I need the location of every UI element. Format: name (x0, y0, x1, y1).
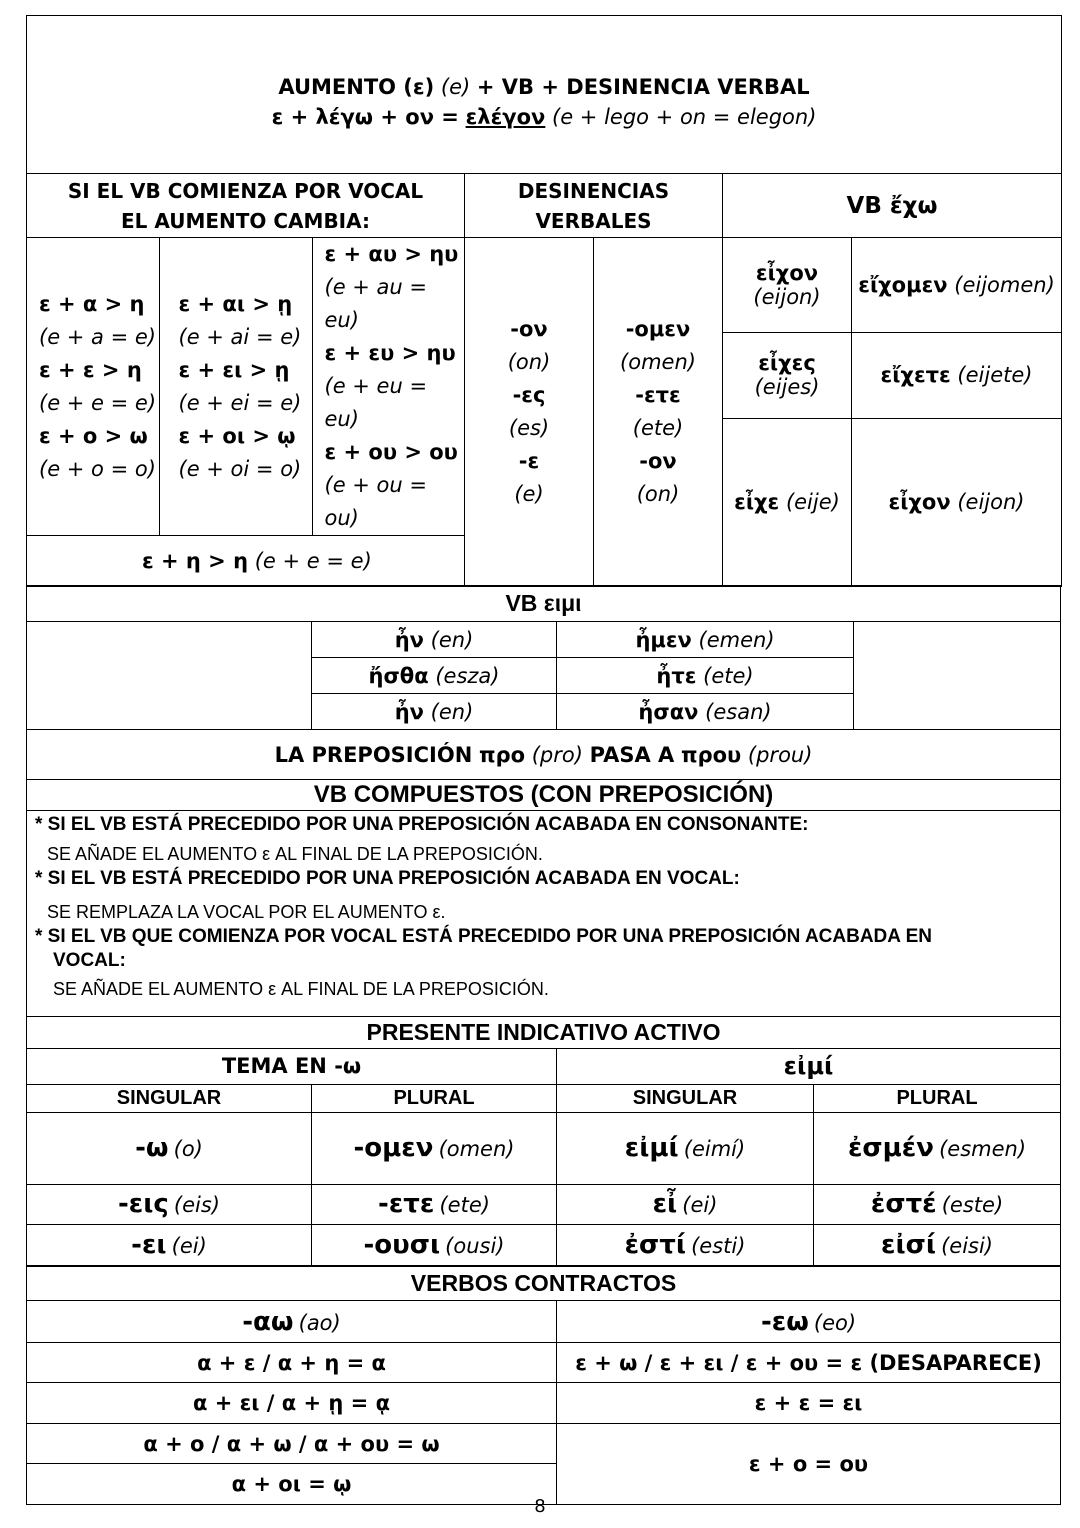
contractos-eo: -εω (eo) (557, 1301, 1061, 1343)
eimi-left-blank (27, 622, 312, 730)
contractos-rule-a: α + ο / α + ω / α + ου = ω (27, 1424, 557, 1464)
echo-cell: εἴχετε (eijete) (852, 332, 1062, 418)
eimi-right-blank (854, 622, 1061, 730)
rule-title: * SI EL VB ESTÁ PRECEDIDO POR UNA PREPOSICIÓN ACABADA EN VOCAL: (35, 868, 740, 889)
eimi-cell: ἦσαν (esan) (557, 694, 854, 730)
rule-text: SE AÑADE EL AUMENTO ε AL FINAL DE LA PREPOSICIÓN. (47, 844, 543, 864)
presente-cell: -ουσι (ousi) (312, 1224, 557, 1266)
echo-cell: εἶχε (eije) (723, 418, 852, 586)
aumento-line2: ε + λέγω + ον = ελέγον (e + lego + on = elegon) (271, 104, 817, 129)
vocal-header: SI EL VB COMIENZA POR VOCAL EL AUMENTO CAMBIA: (27, 174, 465, 238)
contractos-ao: -αω (ao) (27, 1301, 557, 1343)
echo-cell: εἴχομεν (eijomen) (852, 238, 1062, 333)
singular-label: SINGULAR (27, 1084, 312, 1112)
echo-cell: εἶχον (eijon) (723, 238, 852, 333)
presente-header: PRESENTE INDICATIVO ACTIVO (27, 1017, 1061, 1049)
desinencias-singular: -ον (on) -ες (es) -ε (e) (465, 238, 594, 587)
vocal-eta-row: ε + η > η (e + e = e) (27, 536, 464, 586)
vocal-col-3: ε + αυ > ηυ (e + au = eu) ε + ευ > ηυ (e + eu = eu) ε + ου > ου (e + ou = ou) (312, 238, 464, 536)
eimi-cell: ἦν (en) (312, 622, 557, 658)
presente-cell: εἰσί (eisi) (814, 1224, 1061, 1266)
aumento-table (26, 15, 1062, 587)
presente-cell: ἐσμέν (esmen) (814, 1112, 1061, 1184)
eimi-cell: ἤσθα (esza) (312, 658, 557, 694)
presente-cell: -ομεν (omen) (312, 1112, 557, 1184)
rule-text: SE AÑADE EL AUMENTO ε AL FINAL DE LA PREPOSICIÓN. (53, 979, 549, 999)
presente-cell: εἶ (ei) (557, 1184, 814, 1224)
contractos-table (26, 1265, 1061, 1505)
eimi-cell: ἦμεν (emen) (557, 622, 854, 658)
plural-label: PLURAL (814, 1084, 1061, 1112)
echo-cell: εἶχες (eijes) (723, 332, 852, 418)
vocal-box (27, 238, 465, 587)
compuestos-rules (27, 811, 1061, 1017)
compuestos-header: VB COMPUESTOS (CON PREPOSICIÓN) (27, 780, 1061, 811)
contractos-rule-e: ε + ε = ει (557, 1383, 1061, 1424)
vocal-col-2: ε + αι > ῃ (e + ai = e) ε + ει > ῃ (e + ei = e) ε + οι > ῳ (e + oi = o) (159, 238, 312, 536)
contractos-header: VERBOS CONTRACTOS (27, 1266, 1061, 1301)
eimi-table (26, 585, 1061, 1049)
presente-cell: ἐστί (esti) (557, 1224, 814, 1266)
contractos-rule-e: ε + ο = ου (557, 1424, 1061, 1505)
eimi-presente-header: εἰμί (557, 1048, 1061, 1084)
contractos-rule-e: ε + ω / ε + ει / ε + ου = ε (DESAPARECE) (557, 1343, 1061, 1383)
eimi-cell: ἦτε (ete) (557, 658, 854, 694)
page-number: 8 (534, 1496, 546, 1517)
desinencias-header: DESINENCIAS VERBALES (465, 174, 723, 238)
echo-header: VB ἔχω (723, 174, 1062, 238)
grammar-sheet (26, 15, 1061, 1505)
rule-title: * SI EL VB QUE COMIENZA POR VOCAL ESTÁ PRECEDIDO POR UNA PREPOSICIÓN ACABADA EN VOCAL: (35, 926, 932, 971)
presente-cell: εἰμί (eimí) (557, 1112, 814, 1184)
contractos-rule-a: α + οι = ῳ (27, 1464, 557, 1505)
aumento-line1: AUMENTO (ε) (e) + VB + DESINENCIA VERBAL (278, 74, 810, 99)
rule-title: * SI EL VB ESTÁ PRECEDIDO POR UNA PREPOSICIÓN ACABADA EN CONSONANTE: (35, 814, 809, 835)
presente-cell: -ει (ei) (27, 1224, 312, 1266)
desinencias-plural: -ομεν (omen) -ετε (ete) -ον (on) (594, 238, 723, 587)
singular-label: SINGULAR (557, 1084, 814, 1112)
preposicion-row: LA PREPOSICIÓN προ (pro) PASA A πρου (prou) (27, 730, 1061, 780)
presente-cell: ἐστέ (este) (814, 1184, 1061, 1224)
tema-header: TEMA EN -ω (27, 1048, 557, 1084)
presente-table (26, 1048, 1061, 1267)
contractos-rule-a: α + ε / α + η = α (27, 1343, 557, 1383)
presente-cell: -ετε (ete) (312, 1184, 557, 1224)
presente-cell: -ω (o) (27, 1112, 312, 1184)
aumento-formula (27, 16, 1062, 174)
eimi-header: VB ειμι (27, 586, 1061, 622)
contractos-rule-a: α + ει / α + ῃ = ᾳ (27, 1383, 557, 1424)
presente-cell: -εις (eis) (27, 1184, 312, 1224)
rule-text: SE REMPLAZA LA VOCAL POR EL AUMENTO ε. (47, 902, 446, 922)
echo-cell: εἶχον (eijon) (852, 418, 1062, 586)
eimi-cell: ἦν (en) (312, 694, 557, 730)
plural-label: PLURAL (312, 1084, 557, 1112)
vocal-col-1: ε + α > η (e + a = e) ε + ε > η (e + e = e) ε + ο > ω (e + o = o) (27, 238, 159, 536)
vocal-inner (27, 238, 464, 586)
